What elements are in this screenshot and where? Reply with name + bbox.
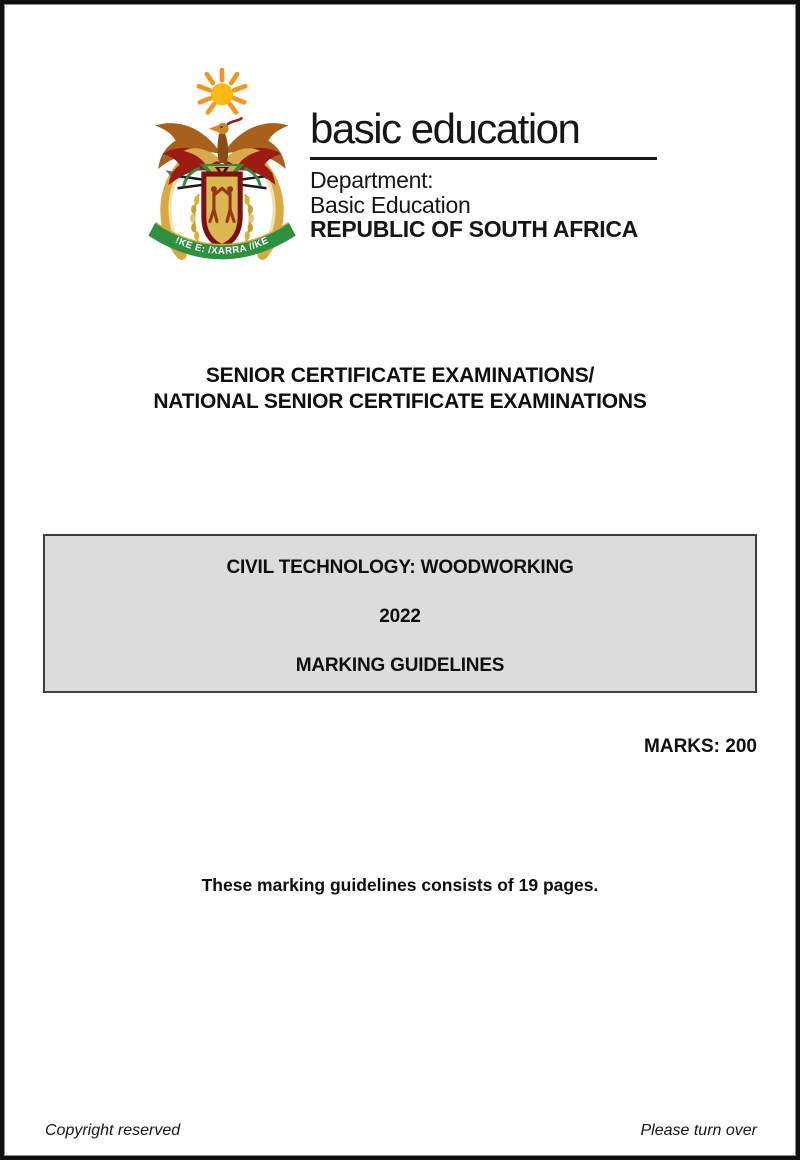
exam-title-line1: SENIOR CERTIFICATE EXAMINATIONS/ xyxy=(205,364,595,387)
department-block xyxy=(310,168,638,242)
wordmark-underline xyxy=(310,157,657,160)
exam-title-line2: NATIONAL SENIOR CERTIFICATE EXAMINATIONS xyxy=(153,390,647,413)
subject-name: CIVIL TECHNOLOGY: WOODWORKING xyxy=(226,557,574,578)
page-inner-frame xyxy=(4,4,796,1156)
exam-year: 2022 xyxy=(379,606,421,627)
copyright-notice: Copyright reserved xyxy=(45,1122,181,1139)
pages-note: These marking guidelines consists of 19 pages. xyxy=(201,875,599,895)
south-africa-coat-of-arms-icon xyxy=(145,67,299,269)
marks-total: MARKS: 200 xyxy=(644,736,757,757)
shield xyxy=(204,174,240,247)
exam-title xyxy=(5,363,795,415)
subject-box xyxy=(43,534,757,693)
sunburst xyxy=(199,70,245,112)
brand-wordmark: basic education xyxy=(310,105,580,152)
document-type: MARKING GUIDELINES xyxy=(295,655,505,676)
country-name: REPUBLIC OF SOUTH AFRICA xyxy=(310,216,638,242)
crest-motto-text: !KE E: /XARRA //KE xyxy=(173,234,271,257)
department-name: Basic Education xyxy=(310,191,471,218)
turn-over-note: Please turn over xyxy=(640,1122,757,1139)
department-label: Department: xyxy=(310,167,434,193)
